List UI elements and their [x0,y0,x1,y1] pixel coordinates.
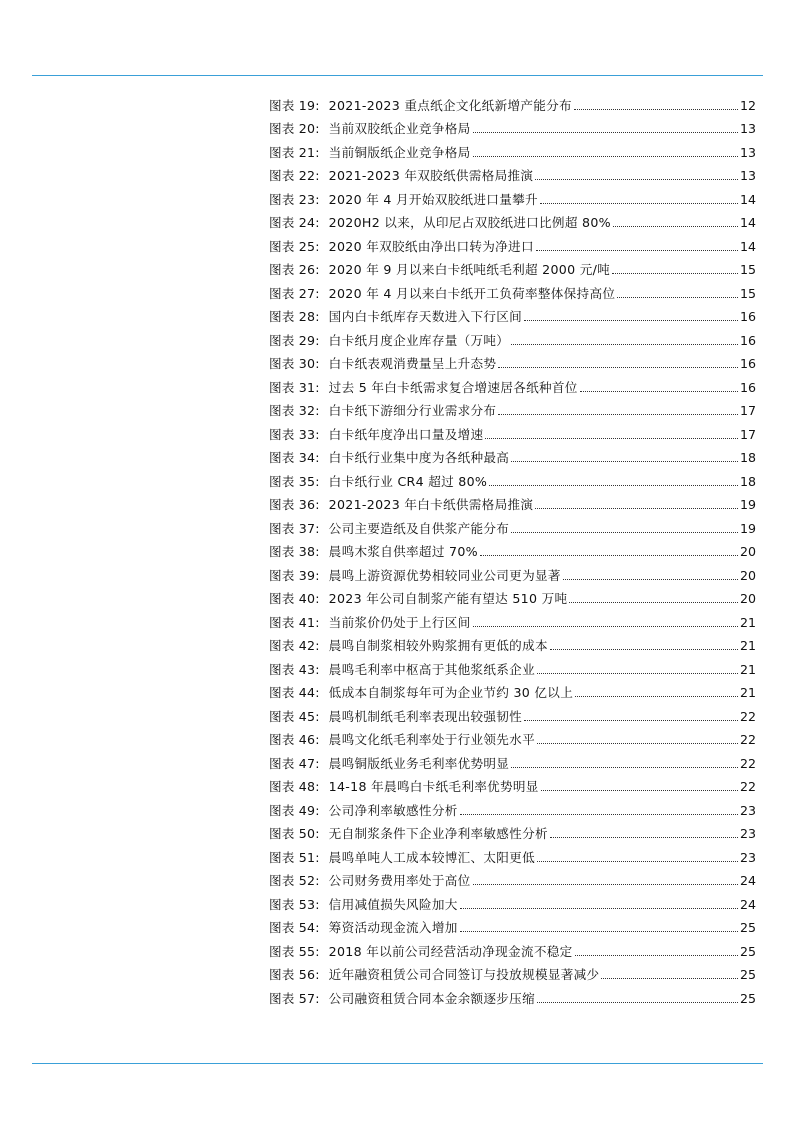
toc-dot-leader [511,532,738,533]
toc-dot-leader [563,579,738,580]
toc-entry[interactable] [269,963,756,987]
toc-entry-title[interactable]: 2021-2023 重点纸企文化纸新增产能分布 [328,97,572,113]
toc-entry-title[interactable]: 白卡纸行业 CR4 超过 80% [328,473,488,489]
toc-entry[interactable] [269,328,756,352]
toc-entry[interactable] [269,704,756,728]
toc-entry[interactable] [269,563,756,587]
toc-entry-label: 图表 35: [269,473,320,489]
toc-entry-label: 图表 28: [269,309,320,324]
toc-entry-label: 图表 31: [269,379,320,395]
toc-entry[interactable] [269,140,756,164]
toc-entry-title[interactable]: 2020H2 以来，从印尼占双胶纸进口比例超 80% [328,215,611,230]
toc-entry-page-number[interactable]: 23 [739,826,756,841]
toc-entry-label: 图表 46: [269,732,320,747]
toc-entry-page-number[interactable]: 23 [739,849,756,865]
toc-entry-page-number[interactable]: 22 [739,779,756,794]
toc-entry-title[interactable]: 白卡纸年度净出口量及增速 [328,426,484,442]
toc-entry-label: 图表 50: [269,826,320,841]
toc-entry-page-number[interactable]: 16 [739,332,756,348]
toc-entry-page-number[interactable]: 25 [739,943,756,959]
toc-entry-label: 图表 48: [269,779,320,794]
toc-entry-title[interactable]: 公司财务费用率处于高位 [328,873,471,888]
toc-dot-leader [569,602,738,603]
toc-entry-title[interactable]: 低成本自制浆每年可为企业节约 30 亿以上 [328,685,574,700]
toc-entry-title[interactable]: 2020 年 9 月以来白卡纸吨纸毛利超 2000 元/吨 [328,262,611,277]
toc-entry[interactable] [269,798,756,822]
toc-entry[interactable] [269,892,756,916]
toc-entry-label: 图表 30: [269,356,320,371]
toc-entry-label: 图表 54: [269,920,320,935]
toc-entry[interactable] [269,657,756,681]
toc-entry-page-number[interactable]: 17 [739,403,756,418]
toc-entry-title[interactable]: 当前铜版纸企业竞争格局 [328,144,471,160]
toc-entry-title[interactable]: 晨鸣机制纸毛利率表现出较强韧性 [328,708,523,724]
toc-entry-page-number[interactable]: 15 [739,285,756,301]
toc-entry[interactable] [269,493,756,517]
toc-dot-leader [473,156,738,157]
toc-entry-title[interactable]: 2023 年公司自制浆产能有望达 510 万吨 [328,591,568,606]
toc-entry-label: 图表 52: [269,873,320,888]
toc-entry-label: 图表 23: [269,191,320,207]
toc-entry[interactable] [269,822,756,846]
toc-entry[interactable] [269,916,756,940]
toc-entry-label: 图表 57: [269,990,320,1006]
footer-divider [32,1063,763,1064]
toc-entry-title[interactable]: 白卡纸月度企业库存量（万吨） [328,332,510,348]
toc-entry[interactable] [269,986,756,1010]
figure-index-list [269,93,756,1010]
toc-dot-leader [537,1002,738,1003]
toc-entry-label: 图表 49: [269,802,320,818]
toc-entry-label: 图表 25: [269,238,320,254]
toc-entry-label: 图表 53: [269,896,320,912]
toc-dot-leader [524,720,738,721]
toc-dot-leader [498,367,738,368]
toc-entry-page-number[interactable]: 24 [739,896,756,912]
toc-entry-label: 图表 39: [269,567,320,583]
toc-dot-leader [485,438,738,439]
toc-entry[interactable] [269,375,756,399]
toc-entry[interactable] [269,422,756,446]
toc-entry-title[interactable]: 过去 5 年白卡纸需求复合增速居各纸种首位 [328,379,578,395]
toc-entry-page-number[interactable]: 16 [739,356,756,371]
toc-entry-title[interactable]: 晨鸣单吨人工成本较博汇、太阳更低 [328,849,535,865]
toc-entry[interactable] [269,399,756,423]
toc-entry[interactable] [269,352,756,376]
toc-entry-page-number[interactable]: 21 [739,614,756,630]
toc-dot-leader [601,978,738,979]
toc-dot-leader [550,649,738,650]
toc-entry-page-number[interactable]: 13 [739,168,756,183]
toc-entry-label: 图表 33: [269,426,320,442]
toc-entry[interactable] [269,610,756,634]
toc-dot-leader [617,297,738,298]
toc-entry-page-number[interactable]: 16 [739,379,756,395]
toc-dot-leader [537,861,738,862]
toc-entry-page-number[interactable]: 15 [739,262,756,277]
toc-entry-title[interactable]: 信用减值损失风险加大 [328,896,458,912]
toc-dot-leader [580,391,738,392]
toc-entry-title[interactable]: 近年融资租赁公司合同签订与投放规模显著减少 [328,967,600,982]
toc-dot-leader [511,767,738,768]
toc-entry-title[interactable]: 公司融资租赁合同本金余额逐步压缩 [328,990,535,1006]
toc-entry-title[interactable]: 2020 年 4 月以来白卡纸开工负荷率整体保持高位 [328,285,616,301]
toc-entry-title[interactable]: 14-18 年晨鸣白卡纸毛利率优势明显 [328,779,539,794]
toc-entry-page-number[interactable]: 19 [739,520,756,536]
toc-dot-leader [524,320,738,321]
toc-entry-label: 图表 47: [269,755,320,771]
toc-entry-label: 图表 42: [269,638,320,653]
toc-dot-leader [511,344,738,345]
toc-entry-title[interactable]: 晨鸣毛利率中枢高于其他浆纸系企业 [328,661,535,677]
toc-entry-page-number[interactable]: 25 [739,990,756,1006]
toc-entry-page-number[interactable]: 18 [739,450,756,465]
toc-entry-label: 图表 40: [269,591,320,606]
toc-dot-leader [473,132,738,133]
toc-entry[interactable] [269,211,756,235]
toc-entry[interactable] [269,234,756,258]
toc-entry-label: 图表 51: [269,849,320,865]
toc-entry-label: 图表 19: [269,97,320,113]
toc-entry-page-number[interactable]: 22 [739,732,756,747]
toc-entry-title[interactable]: 2018 年以前公司经营活动净现金流不稳定 [328,943,573,959]
toc-dot-leader [480,555,738,556]
toc-dot-leader [473,626,738,627]
toc-entry[interactable] [269,281,756,305]
toc-entry-page-number[interactable]: 21 [739,638,756,653]
toc-entry-title[interactable]: 白卡纸表观消费量呈上升态势 [328,356,497,371]
toc-entry-page-number[interactable]: 19 [739,497,756,512]
toc-entry-label: 图表 22: [269,168,320,183]
toc-entry[interactable] [269,634,756,658]
toc-entry[interactable] [269,540,756,564]
toc-entry-title[interactable]: 晨鸣自制浆相较外购浆拥有更低的成本 [328,638,548,653]
toc-dot-leader [612,273,738,274]
toc-dot-leader [613,226,738,227]
toc-entry-page-number[interactable]: 16 [739,309,756,324]
toc-entry-title[interactable]: 晨鸣木浆自供率超过 70% [328,544,478,559]
toc-entry-label: 图表 27: [269,285,320,301]
toc-dot-leader [535,179,738,180]
toc-entry-label: 图表 45: [269,708,320,724]
toc-entry-label: 图表 34: [269,450,320,465]
toc-entry-label: 图表 20: [269,121,320,136]
toc-entry[interactable] [269,751,756,775]
toc-dot-leader [574,109,738,110]
toc-entry-page-number[interactable]: 14 [739,238,756,254]
toc-entry[interactable] [269,93,756,117]
toc-entry[interactable] [269,681,756,705]
toc-entry[interactable] [269,587,756,611]
toc-entry[interactable] [269,469,756,493]
toc-entry-label: 图表 43: [269,661,320,677]
toc-entry[interactable] [269,446,756,470]
toc-dot-leader [537,673,738,674]
toc-entry-page-number[interactable]: 14 [739,191,756,207]
toc-dot-leader [511,461,738,462]
toc-entry-page-number[interactable]: 18 [739,473,756,489]
toc-entry[interactable] [269,845,756,869]
toc-dot-leader [575,696,738,697]
toc-entry-title[interactable]: 公司主要造纸及自供浆产能分布 [328,520,510,536]
toc-entry-page-number[interactable]: 13 [739,144,756,160]
toc-entry-label: 图表 41: [269,614,320,630]
toc-dot-leader [575,955,738,956]
toc-dot-leader [535,508,738,509]
toc-entry-label: 图表 21: [269,144,320,160]
toc-entry-label: 图表 55: [269,943,320,959]
toc-entry-label: 图表 26: [269,262,320,277]
toc-entry-label: 图表 56: [269,967,320,982]
toc-entry-page-number[interactable]: 25 [739,920,756,935]
toc-entry[interactable] [269,516,756,540]
toc-entry[interactable] [269,117,756,141]
toc-entry-page-number[interactable]: 24 [739,873,756,888]
toc-entry[interactable] [269,187,756,211]
toc-entry[interactable] [269,258,756,282]
toc-entry-title[interactable]: 2021-2023 年双胶纸供需格局推演 [328,168,534,183]
toc-entry-label: 图表 36: [269,497,320,512]
toc-entry-page-number[interactable]: 22 [739,708,756,724]
toc-entry-title[interactable]: 晨鸣上游资源优势相较同业公司更为显著 [328,567,561,583]
toc-entry[interactable] [269,939,756,963]
toc-entry-title[interactable]: 公司净利率敏感性分析 [328,802,458,818]
toc-entry[interactable] [269,775,756,799]
toc-entry[interactable] [269,305,756,329]
header-divider [32,75,763,76]
toc-entry-title[interactable]: 晨鸣铜版纸业务毛利率优势明显 [328,755,510,771]
toc-entry-label: 图表 44: [269,685,320,700]
toc-entry-page-number[interactable]: 13 [739,121,756,136]
toc-dot-leader [460,814,738,815]
toc-entry-title[interactable]: 无自制浆条件下企业净利率敏感性分析 [328,826,548,841]
toc-entry-title[interactable]: 当前浆价仍处于上行区间 [328,614,471,630]
toc-entry-page-number[interactable]: 17 [739,426,756,442]
toc-entry-title[interactable]: 白卡纸行业集中度为各纸种最高 [328,450,510,465]
toc-entry[interactable] [269,728,756,752]
toc-entry-page-number[interactable]: 20 [739,591,756,606]
toc-entry-page-number[interactable]: 23 [739,802,756,818]
toc-dot-leader [489,485,738,486]
toc-entry-title[interactable]: 2021-2023 年白卡纸供需格局推演 [328,497,534,512]
toc-dot-leader [498,414,738,415]
toc-dot-leader [473,884,738,885]
toc-entry-page-number[interactable]: 20 [739,544,756,559]
toc-entry-label: 图表 38: [269,544,320,559]
toc-entry-page-number[interactable]: 25 [739,967,756,982]
toc-entry-title[interactable]: 2020 年 4 月开始双胶纸进口量攀升 [328,191,538,207]
toc-entry-title[interactable]: 晨鸣文化纸毛利率处于行业领先水平 [328,732,535,747]
toc-entry-label: 图表 37: [269,520,320,536]
toc-entry[interactable] [269,164,756,188]
toc-entry-page-number[interactable]: 14 [739,215,756,230]
toc-entry-title[interactable]: 筹资活动现金流入增加 [328,920,458,935]
toc-entry-title[interactable]: 当前双胶纸企业竞争格局 [328,121,471,136]
toc-entry-page-number[interactable]: 12 [739,97,756,113]
toc-entry-label: 图表 24: [269,215,320,230]
toc-dot-leader [460,931,738,932]
toc-entry-page-number[interactable]: 21 [739,661,756,677]
toc-dot-leader [550,837,738,838]
toc-dot-leader [541,790,738,791]
toc-dot-leader [460,908,738,909]
toc-entry-page-number[interactable]: 22 [739,755,756,771]
toc-entry-title[interactable]: 国内白卡纸库存天数进入下行区间 [328,309,523,324]
toc-entry-page-number[interactable]: 21 [739,685,756,700]
toc-dot-leader [536,250,738,251]
toc-entry-title[interactable]: 白卡纸下游细分行业需求分布 [328,403,497,418]
toc-entry-title[interactable]: 2020 年双胶纸由净出口转为净进口 [328,238,534,254]
toc-entry-page-number[interactable]: 20 [739,567,756,583]
toc-entry[interactable] [269,869,756,893]
toc-dot-leader [540,203,738,204]
toc-entry-label: 图表 29: [269,332,320,348]
toc-entry-label: 图表 32: [269,403,320,418]
toc-dot-leader [537,743,738,744]
